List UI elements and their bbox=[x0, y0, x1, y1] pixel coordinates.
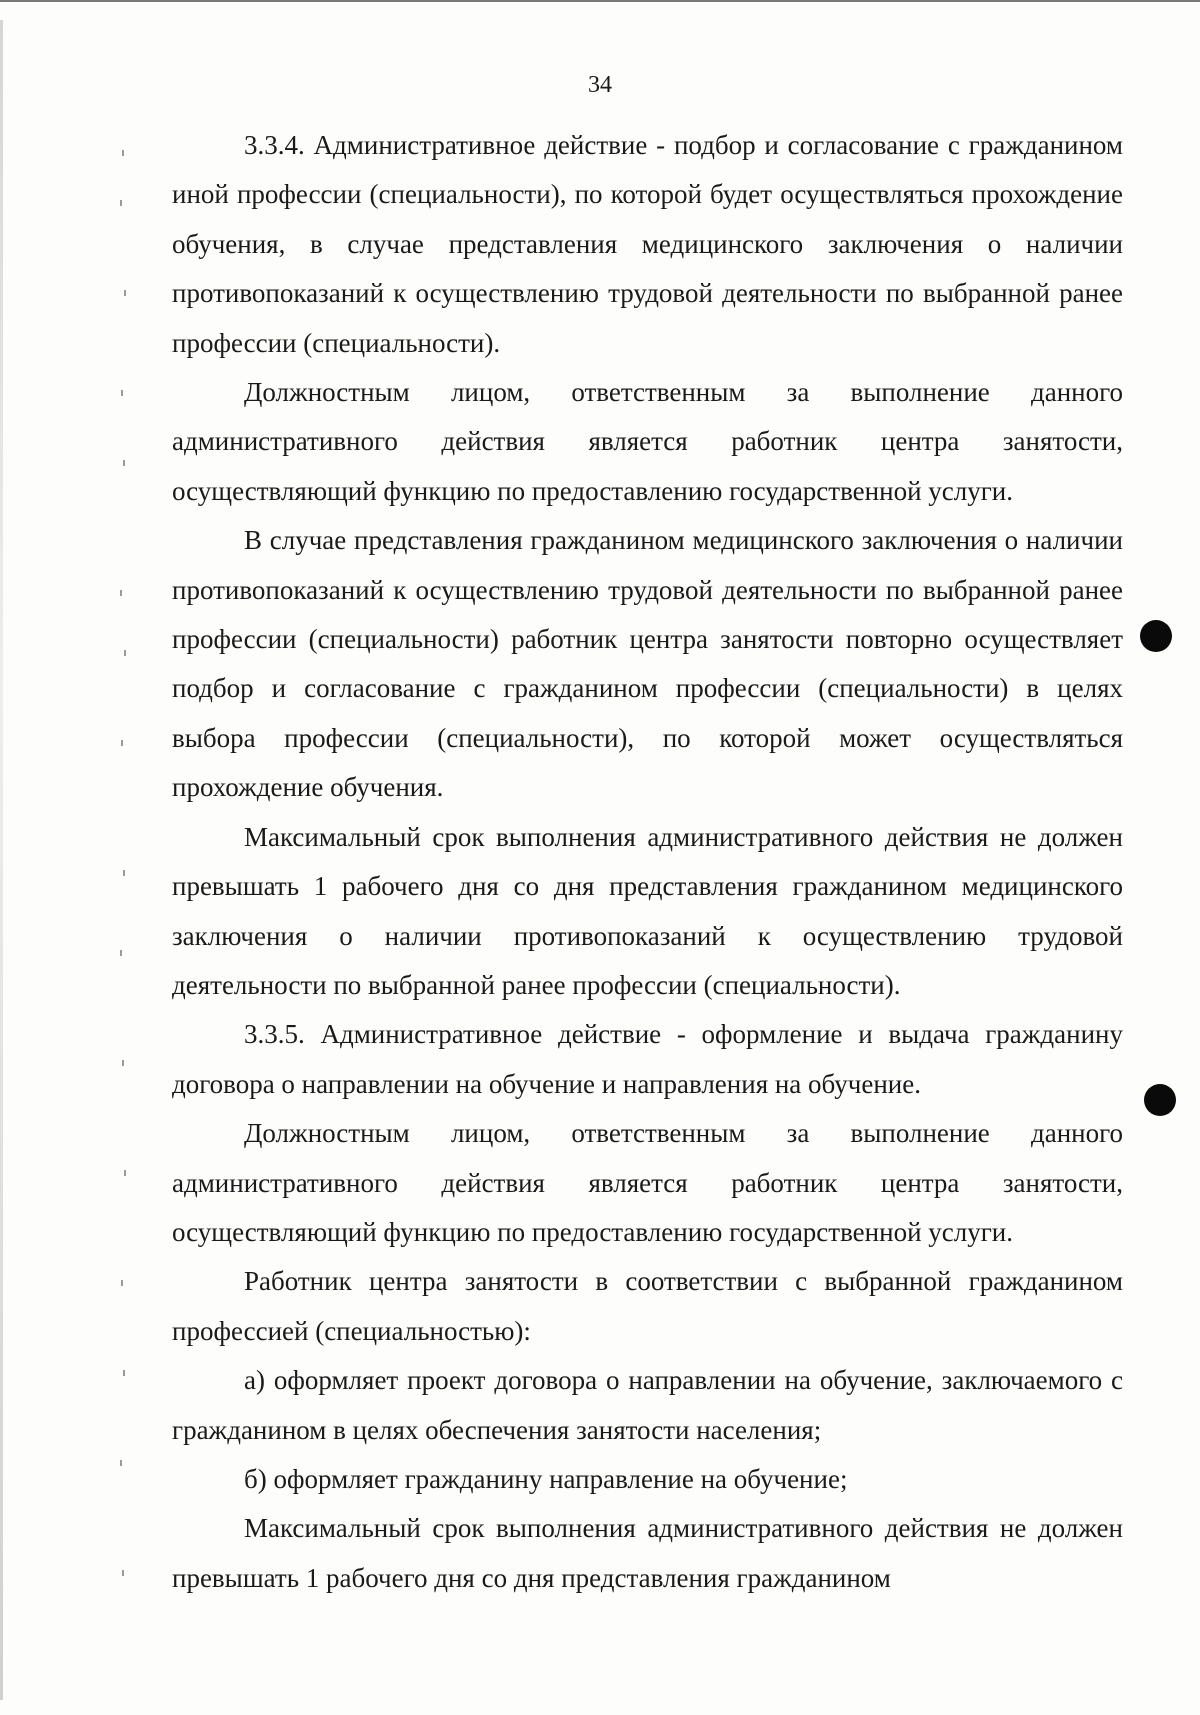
paragraph-employee-actions: Работник центра занятости в соответствии с выбранной гражданином профессией (специальностью): bbox=[172, 1266, 1123, 1346]
scan-speck bbox=[120, 590, 122, 596]
scan-speck bbox=[120, 1460, 122, 1466]
paragraph-3-3-4-heading: 3.3.4. Административное действие - подбор и согласование с гражданином иной профессии (специальности), по которой будет осуществляться прохождение обучения, в случае представления медицинского заключения о наличии противопоказаний к осуществлению трудовой деятельности по выбранной ранее профессии (специальности). bbox=[172, 130, 1123, 358]
paragraph-contraindication-case: В случае представления гражданином медицинского заключения о наличии противопоказаний к осуществлению трудовой деятельности по выбранной ранее профессии (специальности) работник центра занятости повторно осуществляет подбор и согласование с гражданином профессии (специальности) в целях выбора профессии (специальности), по которой может осуществляться прохождение обучения. bbox=[172, 525, 1123, 803]
scan-speck bbox=[124, 650, 126, 656]
page-number: 34 bbox=[588, 72, 612, 98]
paragraph-responsible-person-1: Должностным лицом, ответственным за выполнение данного административного действия является работник центра занятости, осуществляющий функцию по предоставлению государственной услуги. bbox=[172, 377, 1123, 506]
scan-speck bbox=[122, 1060, 124, 1066]
paragraph-max-term-1: Максимальный срок выполнения административного действия не должен превышать 1 рабочего дня со дня представления гражданином медицинского заключения о наличии противопоказаний к осуществлению трудовой деятельности по выбранной ранее профессии (специальности). bbox=[172, 821, 1123, 1000]
paragraph-max-term-2: Максимальный срок выполнения административного действия не должен превышать 1 рабочего дня со дня представления гражданином bbox=[172, 1513, 1123, 1593]
binder-hole-lower bbox=[1144, 1084, 1176, 1116]
scan-speck bbox=[122, 150, 124, 156]
paragraph-responsible-person-2: Должностным лицом, ответственным за выполнение данного административного действия является работник центра занятости, осуществляющий функцию по предоставлению государственной услуги. bbox=[172, 1118, 1123, 1247]
scan-speck bbox=[123, 1370, 125, 1376]
scan-speck bbox=[120, 950, 122, 956]
scan-speck bbox=[121, 390, 123, 396]
document-body bbox=[172, 121, 1123, 1603]
top-edge-line bbox=[0, 0, 1200, 2]
paragraph-3-3-5-heading: 3.3.5. Административное действие - оформление и выдача гражданину договора о направлении на обучение и направления на обучение. bbox=[172, 1019, 1123, 1099]
left-edge-shadow bbox=[0, 20, 3, 1700]
scan-margin-specks bbox=[118, 130, 130, 1680]
scan-speck bbox=[121, 740, 123, 746]
paragraph-item-b: б) оформляет гражданину направление на обучение; bbox=[244, 1463, 848, 1494]
scan-speck bbox=[121, 1280, 123, 1286]
scan-speck bbox=[120, 200, 122, 206]
scan-speck bbox=[124, 1170, 126, 1176]
paragraph-item-a: а) оформляет проект договора о направлении на обучение, заключаемого с гражданином в целях обеспечения занятости населения; bbox=[172, 1365, 1123, 1445]
scan-speck bbox=[123, 460, 125, 466]
binder-hole-upper bbox=[1140, 620, 1172, 652]
scan-speck bbox=[122, 1570, 124, 1576]
scan-speck bbox=[124, 290, 126, 296]
scan-speck bbox=[123, 870, 125, 876]
